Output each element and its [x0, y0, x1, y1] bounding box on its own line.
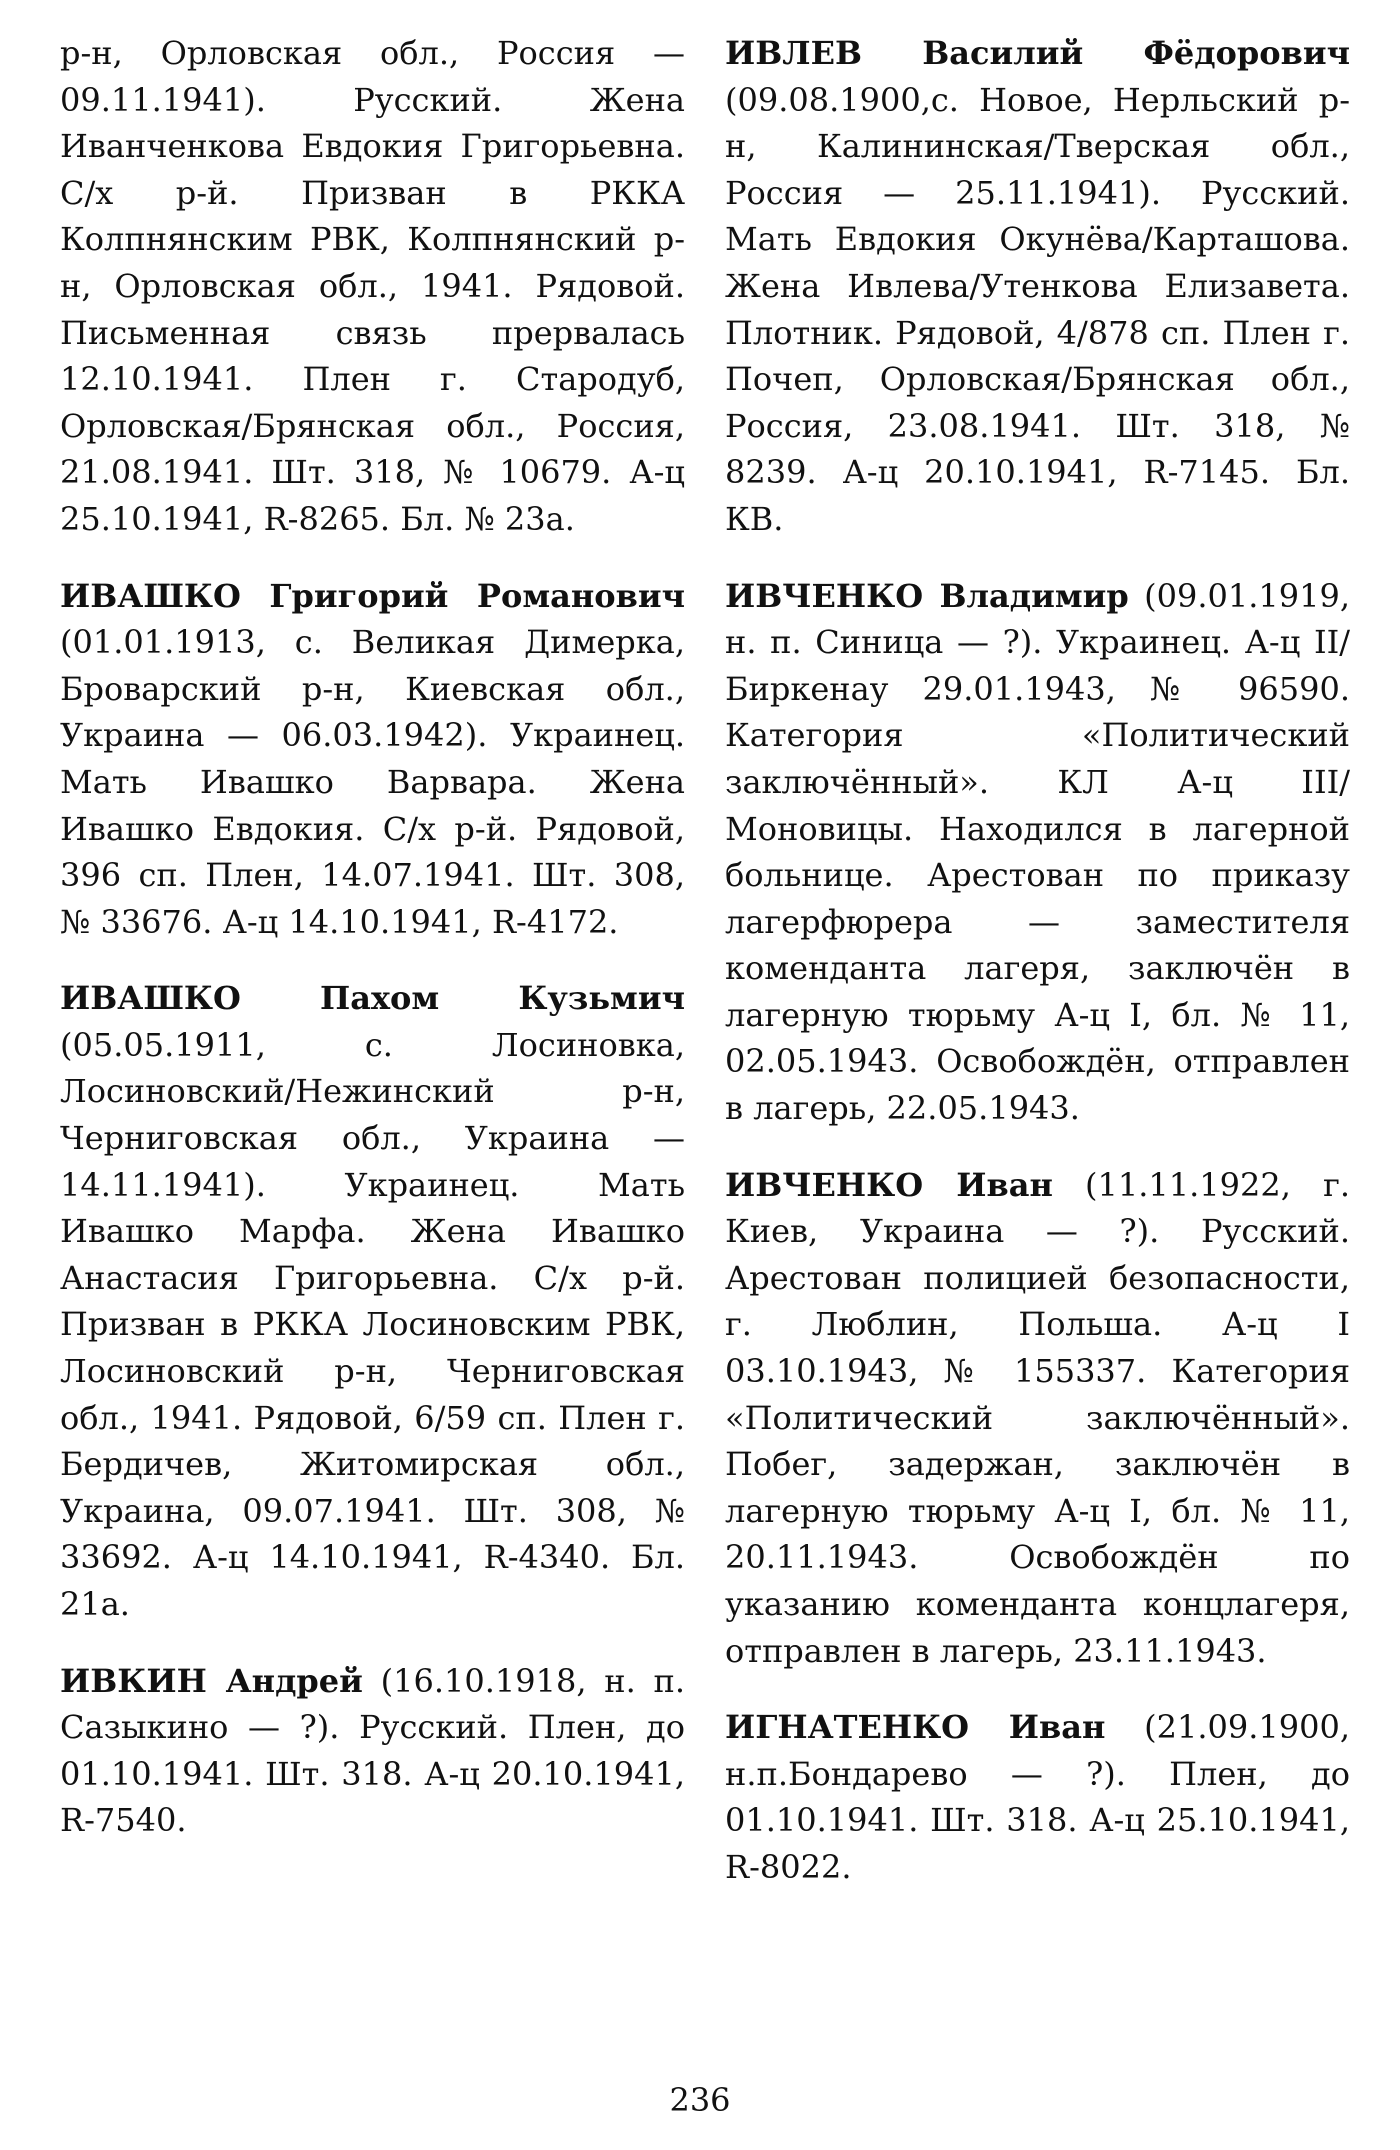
- entry-text: (09.08.1900,с. Новое, Нерльский р-н, Калининская/Тверская обл., Россия — 25.11.1941). Русский. Мать Евдокия Окунёва/Карташова. Жена Ивлева/Утенкова Елизавета. Плотник. Рядовой, 4/878 сп. Плен г. Почеп, Орловская/Брянская обл., Россия, 23.08.1941. Шт. 318, № 8239. А-ц 20.10.1941, R-7145. Бл. КВ.: [725, 80, 1350, 538]
- entry-name: ИВАШКО Пахом Кузьмич: [60, 979, 685, 1018]
- entry-name: ИВКИН Андрей: [60, 1661, 363, 1700]
- entry-ivlev-vasiliy: [725, 30, 1350, 543]
- entry-text: (11.11.1922, г. Киев, Украина — ?). Русский. Арестован полицией безопасности, г. Люблин, Польша. А-ц I 03.10.1943, № 155337. Категория «Политический заключённый». Побег, задержан, заключён в лагерную тюрьму А-ц I, бл. № 11, 20.11.1943. Освобождён по указанию коменданта концлагеря, отправлен в лагерь, 23.11.1943.: [725, 1165, 1351, 1670]
- entry-text: (09.01.1919, н. п. Синица — ?). Украинец. А-ц II/Биркенау 29.01.1943, № 96590. Категория «Политический заключённый». КЛ А-ц III/Моновицы. Находился в лагерной больнице. Арестован по приказу лагерфюрера — заместителя коменданта лагеря, заключён в лагерную тюрьму А-ц I, бл. № 11, 02.05.1943. Освобождён, отправлен в лагерь, 22.05.1943.: [725, 576, 1351, 1128]
- entry-ivashko-pakhom: [60, 975, 685, 1627]
- right-column: [725, 30, 1350, 2030]
- entry-text: (16.10.1918, н. п. Сазыкино — ?). Русский. Плен, до 01.10.1941. Шт. 318. А-ц 20.10.1941, R-7540.: [60, 1661, 686, 1840]
- entry-ivchenko-ivan: [725, 1162, 1350, 1675]
- entry-text: (01.01.1913, с. Великая Димерка, Броварский р-н, Киевская обл., Украина — 06.03.1942). Украинец. Мать Ивашко Варвара. Жена Ивашко Евдокия. С/х р-й. Рядовой, 396 сп. Плен, 14.07.1941. Шт. 308, № 33676. А-ц 14.10.1941, R-4172.: [60, 623, 685, 941]
- entry-name: ИВЧЕНКО Владимир: [725, 576, 1129, 615]
- entry-ivashko-grigoriy: [60, 573, 685, 946]
- entry-ivchenko-vladimir: [725, 573, 1350, 1132]
- entry-name: ИГНАТЕНКО Иван: [725, 1708, 1106, 1747]
- entry-text: (21.09.1900, н.п.Бондарево — ?). Плен, до 01.10.1941. Шт. 318. А-ц 25.10.1941, R-8022.: [725, 1708, 1351, 1886]
- entry-continued: [60, 30, 685, 543]
- entry-text: (05.05.1911, с. Лосиновка, Лосиновский/Нежинский р-н, Черниговская обл., Украина — 14.11.1941). Украинец. Мать Ивашко Марфа. Жена Ивашко Анастасия Григорьевна. С/х р-й. Призван в РККА Лосиновским РВК, Лосиновский р-н, Черниговская обл., 1941. Рядовой, 6/59 сп. Плен г. Бердичев, Житомирская обл., Украина, 09.07.1941. Шт. 308, № 33692. А-ц 14.10.1941, R-4340. Бл. 21а.: [60, 1025, 685, 1623]
- page-number: 236: [669, 2081, 731, 2119]
- page-body: [60, 30, 1350, 2030]
- entry-name: ИВАШКО Григорий Романович: [60, 576, 685, 615]
- entry-name: ИВЧЕНКО Иван: [725, 1165, 1053, 1204]
- entry-name: ИВЛЕВ Василий Фёдорович: [725, 34, 1350, 72]
- entry-ignatenko-ivan: [725, 1704, 1350, 1890]
- left-column: [60, 30, 685, 2030]
- entry-ivkin-andrey: [60, 1658, 685, 1844]
- entry-text: р-н, Орловская обл., Россия — 09.11.1941). Русский. Жена Иванченкова Евдокия Григорьевна. С/х р-й. Призван в РККА Колпнянским РВК, Колпнянский р-н, Орловская обл., 1941. Рядовой. Письменная связь прервалась 12.10.1941. Плен г. Стародуб, Орловская/Брянская обл., Россия, 21.08.1941. Шт. 318, № 10679. А-ц 25.10.1941, R-8265. Бл. № 23а.: [60, 34, 685, 538]
